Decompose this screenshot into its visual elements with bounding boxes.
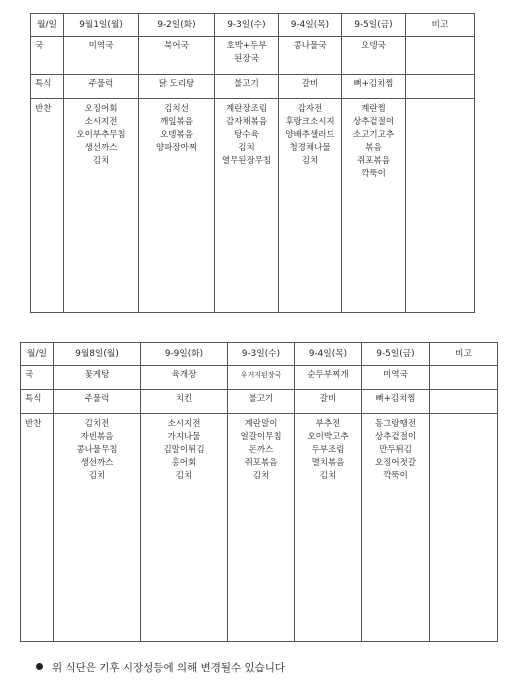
menu-cell: 오뎅국 [342, 37, 406, 75]
menu-cell: 육개장 [141, 366, 228, 390]
menu-cell: 계란장조림 감자채볶음 탕수육 김치 열무된장무침 [215, 99, 279, 313]
menu-cell: 콩나물국 [279, 37, 342, 75]
menu-cell: 불고기 [215, 75, 279, 99]
menu-cell: 김치선 깨잎볶음 오뎅볶음 양파장아찌 [139, 99, 215, 313]
menu-cell: 닭 도리탕 [139, 75, 215, 99]
menu-cell: 주물럭 [64, 75, 139, 99]
note-cell [430, 414, 498, 642]
header-cell: 비고 [406, 14, 475, 37]
menu-cell: 순두부찌개 [295, 366, 362, 390]
menu-cell: 갈비 [295, 390, 362, 414]
menu-cell: 뼈+김치찜 [342, 75, 406, 99]
footer-note [36, 660, 285, 675]
menu-cell: 꽃게탕 [54, 366, 141, 390]
menu-cell: 뼈+김치찜 [362, 390, 430, 414]
note-cell [406, 99, 475, 313]
menu-cell: 치킨 [141, 390, 228, 414]
soup-row [31, 37, 475, 75]
bullet-icon [36, 663, 43, 670]
menu-cell: 소시지전 가지나물 김말이튀김 홍어회 김치 [141, 414, 228, 642]
note-cell [406, 75, 475, 99]
special-row [21, 390, 498, 414]
row-label: 특식 [31, 75, 64, 99]
menu-cell: 오징어회 소시지전 오이부추무침 생선까스 김치 [64, 99, 139, 313]
soup-row [21, 366, 498, 390]
header-cell: 월/일 [31, 14, 64, 37]
menu-cell: 갈비 [279, 75, 342, 99]
header-cell: 9-5일(금) [342, 14, 406, 37]
menu-cell: 계란찜 상추겉절이 소고기고추 볶음 쥐포볶음 깍뚝이 [342, 99, 406, 313]
menu-cell: 부추전 오이박고추 두부조림 멸치볶음 김치 [295, 414, 362, 642]
menu-cell: 미역국 [362, 366, 430, 390]
menu-cell: 우거지된장국 [228, 366, 295, 390]
header-row [31, 14, 475, 37]
header-cell: 비고 [430, 343, 498, 366]
menu-cell: 미역국 [64, 37, 139, 75]
menu-cell: 불고기 [228, 390, 295, 414]
row-label: 반찬 [21, 414, 54, 642]
header-cell: 9월1일(월) [64, 14, 139, 37]
menu-cell: 김치전 자빈볶음 콩나물무침 생선까스 김치 [54, 414, 141, 642]
menu-cell: 동그랑땡전 상추겉절이 만두튀김 오징어젓갈 깍뚝이 [362, 414, 430, 642]
header-cell: 월/일 [21, 343, 54, 366]
row-label: 국 [21, 366, 54, 390]
menu-cell: 주물럭 [54, 390, 141, 414]
header-cell: 9-4일(목) [295, 343, 362, 366]
special-row [31, 75, 475, 99]
header-cell: 9-3일(수) [228, 343, 295, 366]
note-cell [406, 37, 475, 75]
note-cell [430, 390, 498, 414]
header-cell: 9-4일(목) [279, 14, 342, 37]
header-cell: 9-2일(화) [139, 14, 215, 37]
menu-table-week2 [20, 342, 498, 642]
row-label: 특식 [21, 390, 54, 414]
menu-table-week1 [30, 13, 475, 313]
note-cell [430, 366, 498, 390]
menu-cell: 감자전 후랑크소시지 양배추샐러드 청경채나물 김치 [279, 99, 342, 313]
header-cell: 9-3일(수) [215, 14, 279, 37]
row-label: 국 [31, 37, 64, 75]
header-cell: 9-5일(금) [362, 343, 430, 366]
sides-row [31, 99, 475, 313]
footer-note-text: 위 식단은 기후 시장성등에 의해 변경될수 있습니다 [52, 662, 286, 674]
header-cell: 9-9일(화) [141, 343, 228, 366]
header-cell: 9월8일(월) [54, 343, 141, 366]
header-row [21, 343, 498, 366]
sides-row [21, 414, 498, 642]
menu-cell: 계란말이 얼갈이무침 돈까스 쥐포볶음 김치 [228, 414, 295, 642]
menu-cell: 호박+두부 된장국 [215, 37, 279, 75]
menu-cell: 북어국 [139, 37, 215, 75]
row-label: 반찬 [31, 99, 64, 313]
